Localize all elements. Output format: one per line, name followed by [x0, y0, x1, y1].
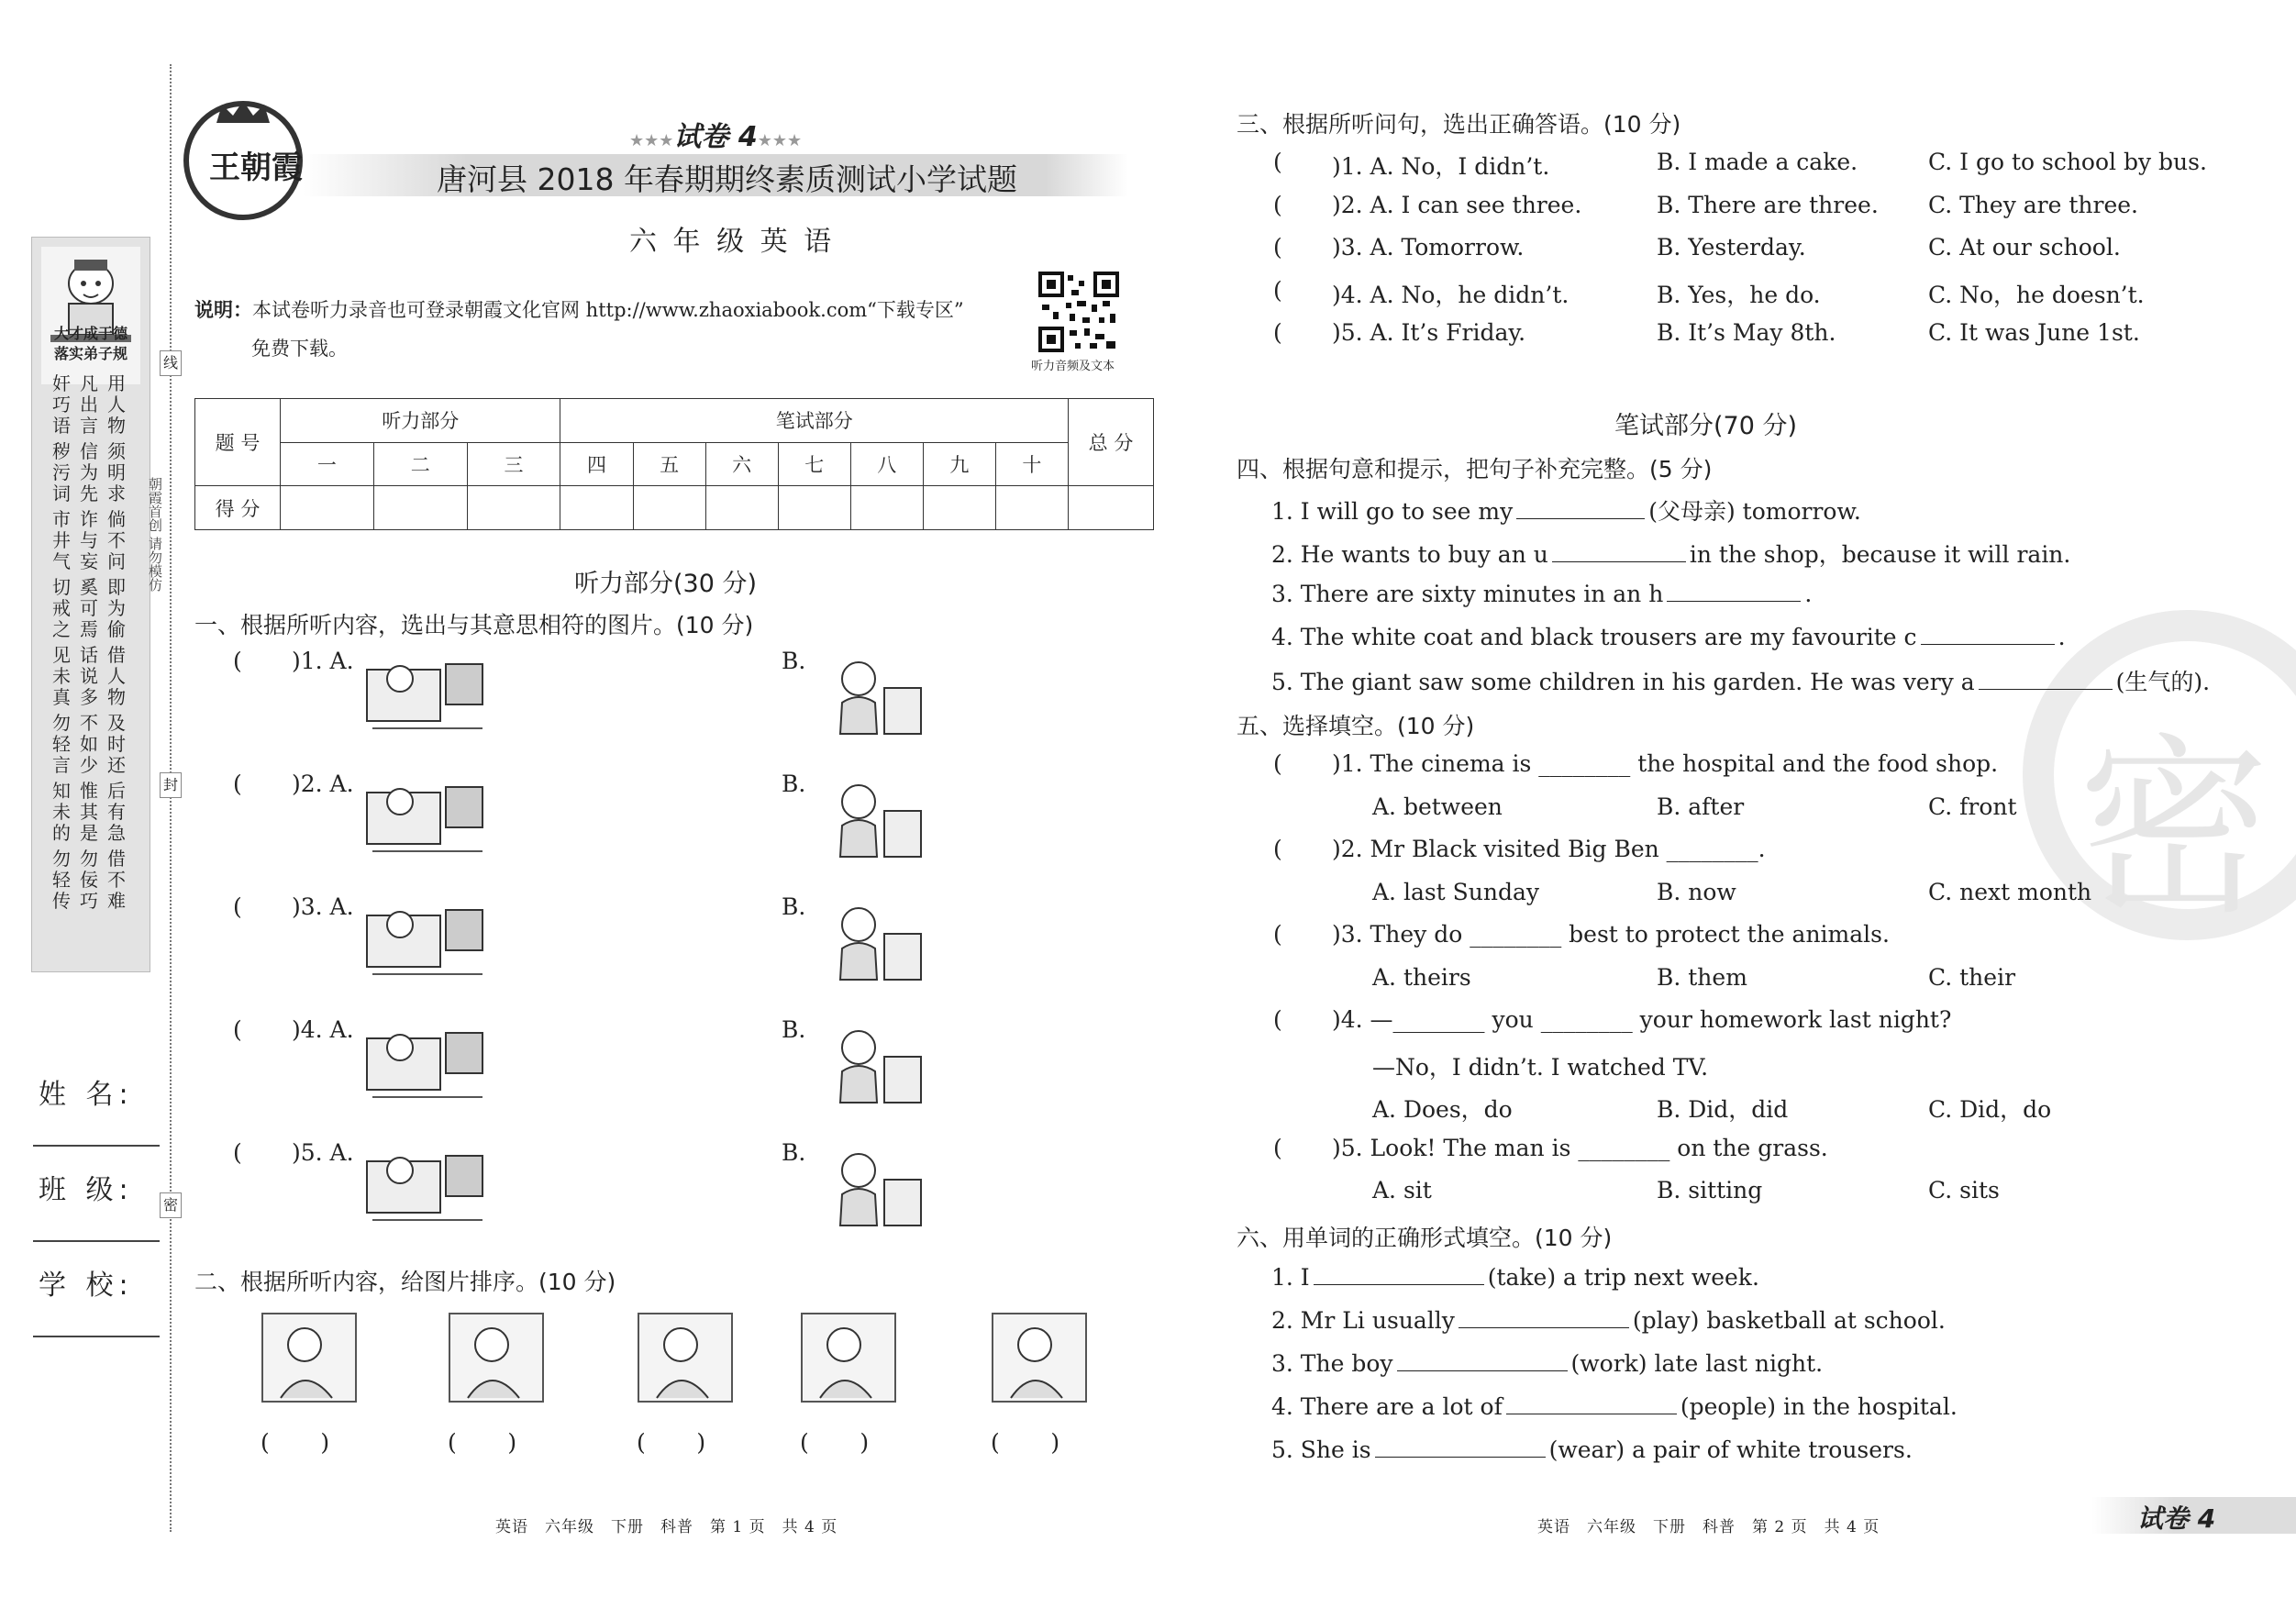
answer-blank[interactable]: [1516, 496, 1645, 519]
order-picture[interactable]: [446, 1310, 547, 1405]
sentence-end: (生气的).: [2115, 669, 2211, 695]
binding-margin: [0, 0, 165, 1597]
section-5-heading: 五、选择填空。(10 分): [1237, 713, 1475, 739]
question: )3. They do ________ best to protect the animals.: [1332, 921, 1890, 948]
option-a: )5. A. It’s Friday.: [1332, 319, 1526, 346]
motto-line: 轻如时: [52, 733, 135, 755]
score-cell[interactable]: [633, 486, 705, 530]
choice-b[interactable]: B. them: [1657, 963, 1747, 991]
order-picture[interactable]: [635, 1310, 736, 1405]
name-field[interactable]: [33, 1145, 160, 1147]
stars-icon: ★★★: [629, 131, 674, 150]
answer-paren[interactable]: (: [233, 893, 242, 920]
choice-a[interactable]: A. theirs: [1372, 963, 1471, 991]
answer-paren[interactable]: (: [233, 648, 242, 674]
picture-a[interactable]: [363, 774, 488, 859]
scholar-cartoon-icon: [41, 247, 140, 384]
stars-icon-right: ★★★: [757, 131, 803, 150]
option-b: B. Yesterday.: [1657, 234, 1806, 261]
motto-illustration: [41, 247, 140, 384]
motto-line: 词先求: [52, 482, 135, 505]
order-blank[interactable]: ( ): [800, 1429, 870, 1456]
sentence-start: 5. The giant saw some children in his garden. He was very a: [1271, 669, 1975, 695]
series-label: 试卷 4: [673, 121, 758, 153]
motto-line: 之焉偷: [52, 618, 135, 640]
motto-line: 秽信须: [52, 440, 135, 462]
fold-note: 朝霞首创 请勿模仿: [147, 477, 163, 592]
choice-c[interactable]: C. Did，do: [1928, 1096, 2052, 1123]
footer-page-1: 英语 六年级 下册 科普 第 1 页 共 4 页: [495, 1518, 838, 1536]
answer-paren[interactable]: (: [1273, 1134, 1282, 1161]
score-cell[interactable]: [995, 486, 1068, 530]
option-a: )2. A. I can see three.: [1332, 191, 1582, 218]
answer-paren[interactable]: (: [1273, 319, 1282, 346]
footer-tag: 试卷 4: [2137, 1503, 2216, 1534]
choice-c[interactable]: C. front: [1928, 793, 2017, 820]
fill-sentence: [1271, 1262, 1759, 1291]
sentence-end: (people) in the hospital.: [1680, 1393, 1958, 1420]
note-text: 本试卷听力录音也可登录朝霞文化官网 http://www.zhaoxiabook.com“下载专区”: [252, 299, 964, 321]
question: )2. Mr Black visited Big Ben ________.: [1332, 836, 1766, 862]
choice-c[interactable]: C. next month: [1928, 878, 2092, 905]
question-number: )3. A.: [292, 893, 354, 920]
option-c: C. I go to school by bus.: [1928, 149, 2207, 175]
score-cell[interactable]: [778, 486, 850, 530]
listening-heading: 听力部分(30 分): [574, 570, 758, 598]
motto-line: 知惟后: [52, 780, 135, 802]
option-b: B. There are three.: [1657, 191, 1879, 218]
written-heading: 笔试部分(70 分): [1614, 412, 1798, 440]
score-col-8: 八: [850, 442, 923, 486]
order-picture[interactable]: [989, 1310, 1090, 1405]
question: )1. The cinema is ________ the hospital and the food shop.: [1332, 750, 1999, 777]
score-col-9: 九: [923, 442, 995, 486]
section-1-heading: 一、根据所听内容，选出与其意思相符的图片。(10 分): [194, 612, 754, 638]
question: )5. Look! The man is ________ on the grass.: [1332, 1134, 1828, 1161]
sentence-start: 4. The white coat and black trousers are my favourite c: [1271, 623, 1917, 650]
fill-sentence: [1271, 622, 2066, 650]
score-cell[interactable]: [923, 486, 995, 530]
score-cell[interactable]: [1069, 486, 1154, 530]
picture-a[interactable]: [363, 1143, 488, 1227]
sentence-end: (父母亲) tomorrow.: [1648, 498, 1861, 525]
option-b-label: B.: [782, 893, 806, 920]
fold-tag-secret: 密: [160, 1192, 182, 1218]
option-b-label: B.: [782, 1139, 806, 1166]
answer-blank[interactable]: [1552, 539, 1686, 562]
motto-line: 见话借: [52, 644, 135, 666]
motto-line: 的是急: [52, 822, 135, 844]
answer-blank[interactable]: [1667, 579, 1801, 602]
choice-b[interactable]: B. after: [1657, 793, 1745, 820]
fill-sentence: [1271, 537, 2070, 570]
order-blank[interactable]: ( ): [448, 1429, 517, 1456]
secret-stamp-char: 密: [2078, 716, 2271, 941]
choice-c[interactable]: C. their: [1928, 963, 2016, 991]
picture-a[interactable]: [363, 1020, 488, 1104]
score-table-written: 笔试部分: [560, 399, 1069, 443]
sentence-end: in the shop，because it will rain.: [1689, 540, 2071, 568]
option-c: C. They are three.: [1928, 191, 2139, 218]
motto-line: 言少还: [52, 754, 135, 776]
school-field[interactable]: [33, 1336, 160, 1337]
sentence-start: 2. Mr Li usually: [1271, 1307, 1455, 1334]
score-cell[interactable]: [850, 486, 923, 530]
score-cell[interactable]: [281, 486, 374, 530]
score-cell[interactable]: [705, 486, 778, 530]
answer-paren[interactable]: (: [233, 1016, 242, 1043]
choice-a[interactable]: A. Does，do: [1372, 1096, 1513, 1123]
class-field[interactable]: [33, 1240, 160, 1242]
note-label: 说明：: [194, 299, 252, 321]
answer-blank[interactable]: [1979, 667, 2113, 690]
section-3-heading: 三、根据所听问句，选出正确答语。(10 分): [1237, 111, 1681, 138]
answer-paren[interactable]: (: [1273, 276, 1282, 304]
score-col-5: 五: [633, 442, 705, 486]
name-label: 姓 名:: [39, 1079, 134, 1111]
sentence-end: (wear) a pair of white trousers.: [1548, 1436, 1913, 1463]
section-6-heading: 六、用单词的正确形式填空。(10 分): [1237, 1225, 1613, 1251]
answer-blank[interactable]: [1459, 1305, 1629, 1328]
fold-tag-line: 线: [160, 350, 182, 376]
sentence-end: (play) basketball at school.: [1632, 1307, 1946, 1334]
answer-paren[interactable]: (: [1273, 234, 1282, 261]
motto-line: 轻佞不: [52, 869, 135, 891]
option-a: )4. A. No，he didn’t.: [1332, 281, 1569, 308]
score-table: [194, 398, 1154, 530]
answer-paren[interactable]: (: [1273, 836, 1282, 862]
section-4-heading: 四、根据句意和提示，把句子补充完整。(5 分): [1237, 456, 1713, 482]
motto-line: 切奚即: [52, 576, 135, 598]
sentence-end: (work) late last night.: [1570, 1350, 1824, 1377]
score-cell[interactable]: [373, 486, 467, 530]
score-col-3: 三: [467, 442, 560, 486]
option-c: C. At our school.: [1928, 234, 2121, 261]
question-number: )5. A.: [292, 1139, 354, 1166]
order-blank[interactable]: ( ): [637, 1429, 706, 1456]
motto-line: 巧出人: [52, 394, 135, 416]
score-col-1: 一: [281, 442, 374, 486]
page-subtitle: 六 年 级 英 语: [629, 226, 836, 258]
score-table-listening: 听力部分: [281, 399, 560, 443]
motto-line: 市诈倘: [52, 508, 135, 530]
qr-code-icon[interactable]: [1038, 272, 1119, 352]
question-number: )2. A.: [292, 771, 354, 797]
choice-a[interactable]: A. between: [1372, 793, 1503, 820]
option-b-label: B.: [782, 648, 806, 674]
sentence-start: 3. There are sixty minutes in an h: [1271, 581, 1664, 607]
choice-b[interactable]: B. Did，did: [1657, 1096, 1789, 1123]
option-a: )3. A. Tomorrow.: [1332, 234, 1525, 261]
fill-sentence: [1271, 1435, 1913, 1463]
fold-tag-seal: 封: [160, 772, 182, 798]
picture-b[interactable]: [816, 1143, 926, 1235]
fill-sentence: [1271, 664, 2210, 697]
order-blank[interactable]: ( ): [261, 1429, 330, 1456]
motto-line: 未说人: [52, 665, 135, 687]
question-reply: —No，I didn’t. I watched TV.: [1372, 1053, 1709, 1081]
sentence-start: 4. There are a lot of: [1271, 1393, 1503, 1420]
picture-b[interactable]: [816, 1020, 926, 1112]
motto-line: 井与不: [52, 529, 135, 551]
sentence-end: (take) a trip next week.: [1487, 1264, 1759, 1291]
school-label: 学 校:: [39, 1270, 134, 1302]
section-2-heading: 二、根据所听内容，给图片排序。(10 分): [194, 1269, 616, 1295]
sentence-start: 2. He wants to buy an u: [1271, 540, 1548, 568]
score-col-2: 二: [373, 442, 467, 486]
fill-sentence: [1271, 579, 1812, 607]
answer-paren[interactable]: (: [233, 771, 242, 797]
order-picture[interactable]: [259, 1310, 360, 1405]
sentence-start: 1. I: [1271, 1264, 1310, 1291]
motto-line: 勿勿借: [52, 848, 135, 870]
option-b: B. Yes，he do.: [1657, 281, 1821, 308]
option-b: B. It’s May 8th.: [1657, 319, 1836, 346]
fold-line: [170, 64, 172, 1532]
option-b-label: B.: [782, 771, 806, 797]
sentence-start: 5. She is: [1271, 1436, 1371, 1463]
score-table-col-label: 题 号: [195, 399, 281, 486]
answer-paren[interactable]: (: [233, 1139, 242, 1166]
motto-panel: [31, 237, 150, 972]
sentence-end: .: [2058, 623, 2066, 650]
motto-line: 污为明: [52, 461, 135, 483]
answer-paren[interactable]: (: [1273, 750, 1282, 777]
score-cell[interactable]: [467, 486, 560, 530]
answer-blank[interactable]: [1314, 1262, 1484, 1285]
score-col-10: 十: [995, 442, 1068, 486]
answer-paren[interactable]: (: [1273, 1006, 1282, 1033]
answer-paren[interactable]: (: [1273, 191, 1282, 218]
question-number: )1. A.: [292, 648, 354, 674]
motto-line: 语言物: [52, 415, 135, 437]
motto-line: 未其有: [52, 801, 135, 823]
answer-blank[interactable]: [1375, 1435, 1546, 1458]
choice-b[interactable]: B. now: [1657, 878, 1736, 905]
picture-b[interactable]: [816, 897, 926, 989]
score-col-6: 六: [705, 442, 778, 486]
qr-caption: 听力音频及文本: [1031, 360, 1115, 373]
picture-a[interactable]: [363, 897, 488, 981]
option-a: )1. A. No，I didn’t.: [1332, 153, 1550, 180]
choice-a[interactable]: A. last Sunday: [1372, 878, 1540, 905]
option-b-label: B.: [782, 1016, 806, 1043]
motto-title-2: 落实弟子规: [53, 345, 128, 362]
sentence-start: 3. The boy: [1271, 1350, 1393, 1377]
sentence-end: .: [1804, 581, 1813, 607]
class-label: 班 级:: [39, 1174, 134, 1206]
fill-sentence: [1271, 494, 1861, 527]
page-title: 唐河县 2018 年春期期终素质测试小学试题: [437, 161, 1017, 197]
motto-line: 传巧难: [52, 890, 135, 912]
question: )4. —________ you ________ your homework last night?: [1332, 1006, 1952, 1033]
sentence-start: 1. I will go to see my: [1271, 498, 1514, 525]
score-col-7: 七: [778, 442, 850, 486]
note-line: [194, 295, 964, 323]
order-picture[interactable]: [798, 1310, 899, 1405]
answer-blank[interactable]: [1506, 1392, 1677, 1414]
crown-icon: [213, 99, 273, 127]
answer-paren[interactable]: (: [1273, 149, 1282, 175]
motto-line: 真多物: [52, 686, 135, 708]
score-table-total: 总 分: [1069, 399, 1154, 486]
score-cell[interactable]: [560, 486, 633, 530]
picture-b[interactable]: [816, 774, 926, 866]
picture-b[interactable]: [816, 651, 926, 743]
answer-paren[interactable]: (: [1273, 921, 1282, 948]
picture-a[interactable]: [363, 651, 488, 736]
fill-sentence: [1271, 1348, 1823, 1377]
answer-blank[interactable]: [1921, 622, 2055, 645]
motto-line: 气妄问: [52, 550, 135, 572]
option-c: C. No，he doesn’t.: [1928, 281, 2145, 308]
answer-blank[interactable]: [1397, 1348, 1568, 1371]
choice-a[interactable]: A. sit: [1372, 1177, 1432, 1203]
question-number: )4. A.: [292, 1016, 354, 1043]
score-table-row-label: 得 分: [195, 486, 281, 530]
order-blank[interactable]: ( ): [991, 1429, 1060, 1456]
fill-sentence: [1271, 1305, 1946, 1334]
note-text-2: 免费下载。: [251, 338, 348, 360]
footer-page-2: 英语 六年级 下册 科普 第 2 页 共 4 页: [1537, 1518, 1880, 1536]
motto-title-1: 大才成于德: [53, 325, 128, 342]
choice-b[interactable]: B. sitting: [1657, 1177, 1763, 1203]
motto-line: 奸凡用: [52, 372, 135, 394]
fill-sentence: [1271, 1392, 1958, 1420]
logo-text: 王朝霞: [209, 150, 303, 186]
score-col-4: 四: [560, 442, 633, 486]
option-b: B. I made a cake.: [1657, 149, 1858, 175]
motto-line: 勿不及: [52, 712, 135, 734]
paper-series: [629, 114, 802, 154]
motto-line: 戒可为: [52, 597, 135, 619]
choice-c[interactable]: C. sits: [1928, 1177, 2000, 1203]
option-c: C. It was June 1st.: [1928, 319, 2140, 346]
